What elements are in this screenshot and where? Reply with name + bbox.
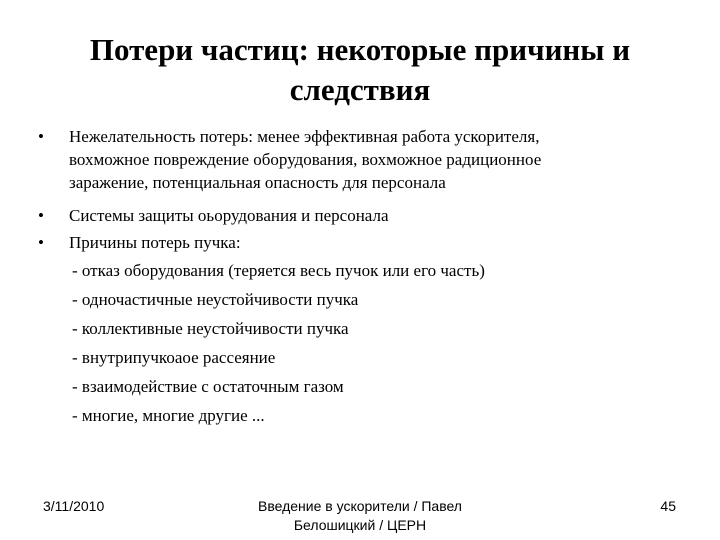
page-number: 45 — [660, 498, 676, 514]
list-item: - внутрипучкоаое рассеяние — [72, 348, 276, 367]
list-item: - коллективные неустойчивости пучка — [72, 319, 349, 338]
bullet-marker: • — [38, 233, 44, 252]
bullet-text-line: Нежелательность потерь: менее эффективная работа ускорителя, — [69, 127, 540, 146]
slide-title-line-1: Потери частиц: некоторые причины и — [89, 32, 631, 67]
bullet-item-loss-causes — [0, 231, 720, 254]
footer-course-author — [220, 497, 500, 535]
list-item: - отказ оборудования (теряется весь пучок или его часть) — [72, 261, 485, 280]
footer-date: 3/11/2010 — [43, 498, 105, 514]
footer-center-line-2: Белошицкий / ЦЕРН — [293, 517, 427, 533]
bullet-text-line: вохможное повреждение оборудования, вохможное радиционное — [69, 150, 542, 169]
bullet-text-line: заражение, потенциальная опасность для персонала — [69, 173, 446, 192]
loss-causes-sublist — [0, 256, 720, 430]
bullet-text-line: Причины потерь пучка: — [69, 233, 241, 252]
bullet-text-line: Системы защиты оьорудования и персонала — [69, 206, 389, 225]
list-item: - многие, многие другие ... — [72, 406, 265, 425]
footer-center-line-1: Введение в ускорители / Павел — [258, 498, 462, 514]
bullet-list — [0, 125, 720, 430]
list-item: - взаимодействие с остаточным газом — [72, 377, 344, 396]
slide-title — [40, 30, 680, 110]
slide-title-line-2: следствия — [289, 72, 431, 107]
bullet-item-losses-undesirability — [0, 125, 720, 194]
bullet-marker: • — [38, 127, 44, 146]
bullet-item-protection-systems — [0, 204, 720, 227]
list-item: - одночастичные неустойчивости пучка — [72, 290, 359, 309]
bullet-marker: • — [38, 206, 44, 225]
